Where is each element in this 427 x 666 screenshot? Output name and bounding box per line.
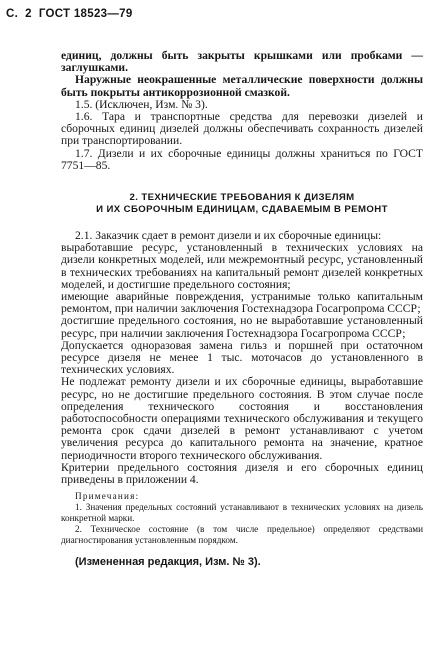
amendment-note: (Измененная редакция, Изм. № 3). [75, 556, 261, 569]
item-2-1-condition-a: выработавшие ресурс, установленный в технических условиях на дизели конкретных моделей, или межремонтный ресурс, установленный в технических требованиях на капитальный ремонт дизелей конкретных моделей, и достигшие предельного состояния; [61, 241, 423, 291]
item-2-1-exclusion: Не подлежат ремонту дизели и их сборочные единицы, выработавшие ресурс, но не достигшие предельного состояния. В этом случае после определения технического состояния и восстановления работоспособности операциями технического обслуживания и текущего ремонта срок сдачи дизелей в ремонт устанавливают с учетом увеличения ресурса до капитального ремонта на значение, кратное периодичности второго технического обслуживания. [61, 375, 423, 462]
painted-surfaces-paragraph: Наружные неокрашенные металлические поверхности должны быть покрыты антикоррозионной смазкой. [61, 73, 423, 99]
document-body [61, 50, 423, 569]
notes-heading: Примечания: [75, 491, 140, 502]
continuation-paragraph: единиц, должны быть закрыты крышками или пробками — заглушками. [61, 49, 423, 75]
item-2-1-condition-b: имеющие аварийные повреждения, устранимые только капитальным ремонтом, при наличии заключения Гостехнадзора Госагропрома СССР; [61, 290, 423, 316]
item-2-1: 2.1. Заказчик сдает в ремонт дизели и их сборочные единицы: [75, 229, 382, 243]
item-2-1-allowance: Допускается одноразовая замена гильз и поршней при остаточном ресурсе дизеля не менее 1 тыс. моточасов до установленного в технических условиях. [61, 338, 423, 377]
page-prefix: С. [6, 8, 19, 20]
item-1-6: 1.6. Тара и транспортные средства для перевозки дизелей и сборочных единиц дизелей должны обеспечивать сохранность дизелей при транспортировании. [61, 110, 423, 148]
item-2-1-criteria: Критерии предельного состояния дизеля и его сборочных единиц приведены в приложении 4. [61, 460, 423, 487]
note-2: 2. Техническое состояние (в том числе предельное) определяют средствами диагностирования установленным порядком. [61, 524, 423, 546]
note-1: 1. Значения предельных состояний устанавливают в технических условиях на дизель конкретной марки. [61, 502, 423, 524]
section-2-title [61, 192, 423, 216]
item-1-7: 1.7. Дизели и их сборочные единицы должны храниться по ГОСТ 7751—85. [61, 146, 423, 172]
item-2-1-condition-c: достигшие предельного состояния, но не выработавшие установленный ресурс, при наличии заключения Гостехнадзора Госагропрома СССР; [61, 314, 423, 340]
section-title-line-1: 2. ТЕХНИЧЕСКИЕ ТРЕБОВАНИЯ К ДИЗЕЛЯМ [129, 192, 355, 204]
notes-block [61, 491, 423, 546]
item-1-5: 1.5. (Исключен, Изм. № 3). [75, 97, 208, 111]
section-title-line-2: И ИХ СБОРОЧНЫМ ЕДИНИЦАМ, СДАВАЕМЫМ В РЕМОНТ [96, 204, 388, 216]
page-header [6, 8, 140, 20]
standard-id: ГОСТ 18523—79 [38, 8, 133, 20]
page-number: 2 [25, 8, 32, 20]
